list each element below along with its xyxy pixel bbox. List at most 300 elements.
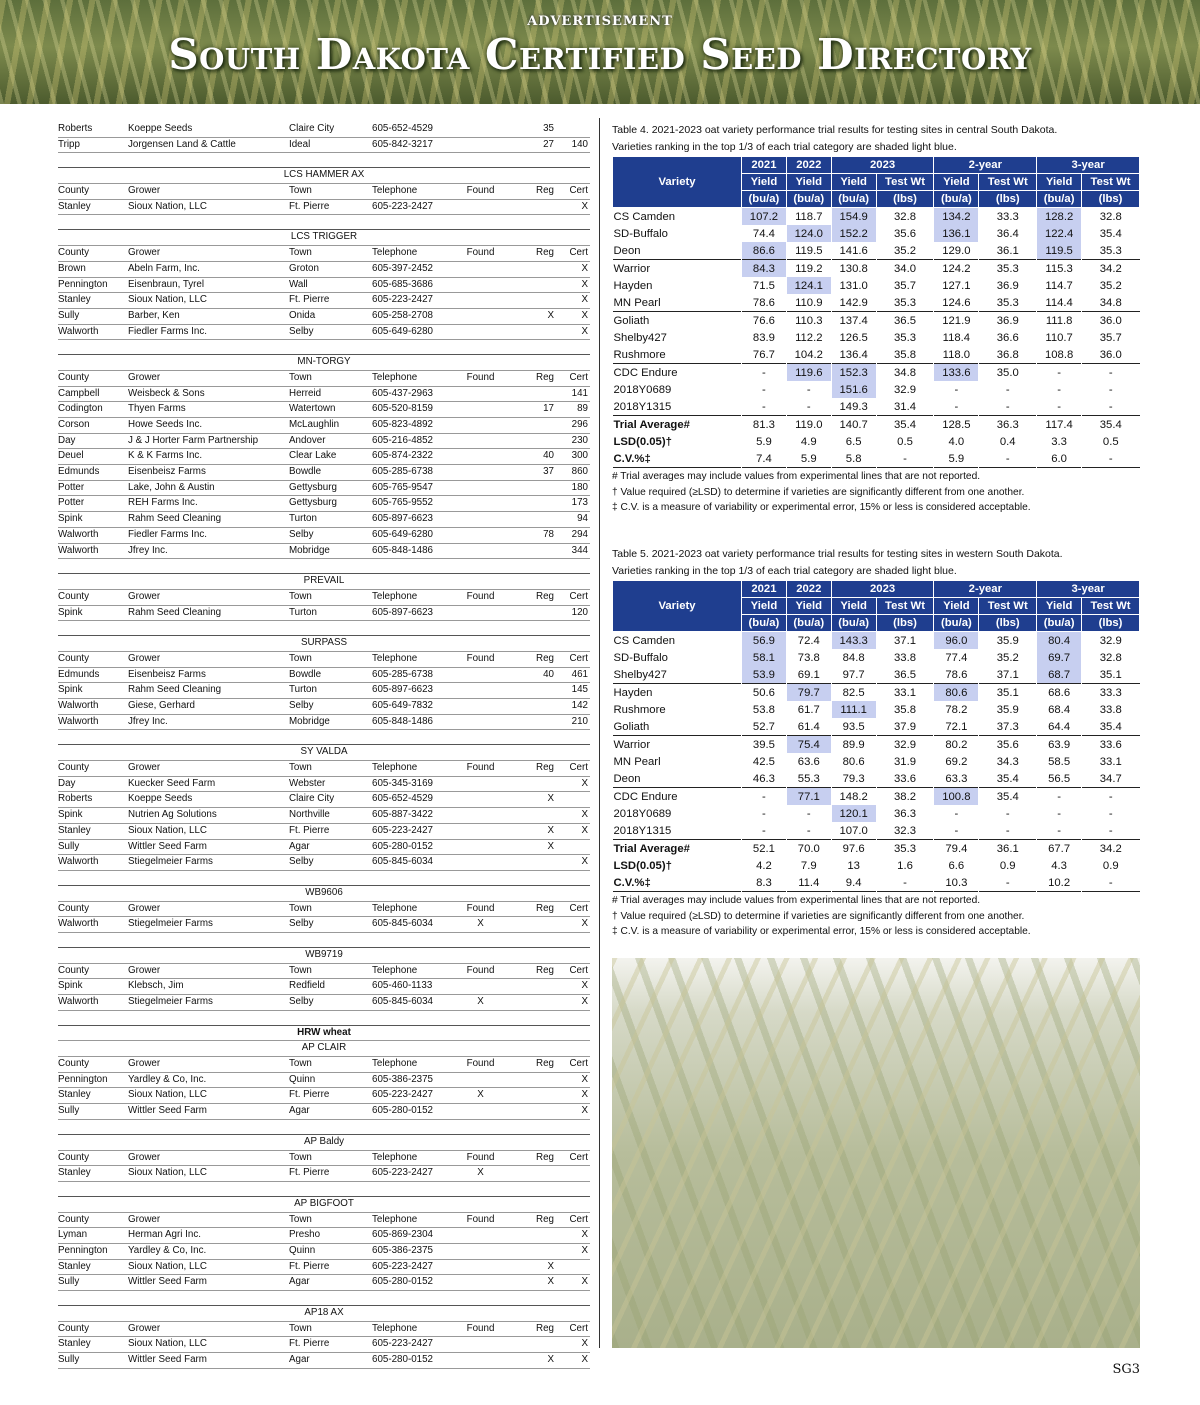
variety-heading: WB9606	[58, 886, 590, 902]
value-cell: -	[979, 450, 1037, 468]
value-cell: 35.2	[979, 649, 1037, 666]
value-cell: 126.5	[831, 329, 876, 346]
cell-town: Ft. Pierre	[289, 1089, 330, 1101]
header-grower: Grower	[128, 185, 161, 197]
value-cell: 58.5	[1037, 753, 1082, 770]
value-cell: 53.8	[742, 701, 787, 718]
value-cell: -	[934, 822, 979, 840]
cell-cert: X	[581, 309, 588, 321]
table-row	[58, 402, 590, 418]
yield-header: Yield	[1037, 174, 1082, 191]
variety-name: Goliath	[613, 312, 742, 330]
footnote: # Trial averages may include values from experimental lines that are not reported.	[612, 471, 981, 482]
cell-county: Corson	[58, 419, 90, 430]
table-row	[58, 824, 590, 840]
value-cell: 84.3	[742, 260, 787, 278]
value-cell: 35.4	[1082, 718, 1140, 736]
cell-telephone: 605-869-2304	[372, 1229, 434, 1241]
cell-grower: Giese, Gerhard	[128, 700, 195, 711]
header-found: Found	[466, 1058, 495, 1070]
header-reg: Reg	[536, 762, 554, 774]
table-row	[58, 792, 590, 808]
value-cell: 61.7	[786, 701, 831, 718]
table-row	[613, 822, 1140, 840]
table-row	[613, 736, 1140, 754]
value-cell: 7.9	[786, 857, 831, 874]
cell-county: Spink	[58, 513, 83, 525]
cell-grower: Fiedler Farms Inc.	[128, 528, 207, 540]
cell-telephone: 605-345-3169	[372, 777, 434, 789]
value-cell: 34.2	[1082, 260, 1140, 278]
cell-telephone: 605-258-2708	[372, 309, 434, 321]
crop-heading: HRW wheat	[58, 1026, 590, 1042]
value-cell: -	[1082, 788, 1140, 806]
value-cell: -	[1037, 364, 1082, 382]
value-cell: 36.0	[1082, 346, 1140, 364]
header-grower: Grower	[128, 902, 161, 914]
table-5-western-sd	[612, 546, 1140, 940]
value-cell: 80.6	[934, 684, 979, 702]
unit-lbs: (lbs)	[1082, 615, 1140, 632]
oat-trial-table	[612, 580, 1140, 892]
test-wt-header: Test Wt	[876, 598, 934, 615]
cell-town: Ideal	[289, 138, 311, 150]
value-cell: 33.6	[876, 770, 934, 788]
yield-header: Yield	[831, 174, 876, 191]
variety-name: LSD(0.05)†	[613, 435, 672, 448]
value-cell: 3.3	[1037, 433, 1082, 450]
variety-heading: SY VALDA	[58, 745, 590, 761]
table-row	[58, 449, 590, 465]
table-row	[613, 753, 1140, 770]
value-cell: 124.6	[934, 294, 979, 312]
value-cell: 32.8	[876, 208, 934, 226]
value-cell: 37.1	[979, 666, 1037, 684]
cell-telephone: 605-460-1133	[372, 980, 433, 992]
cell-county: Stanley	[58, 1338, 91, 1350]
cell-county: Day	[58, 777, 76, 789]
cell-county: Walworth	[58, 856, 99, 868]
value-cell: 53.9	[742, 666, 787, 684]
variety-heading: LCS HAMMER AX	[58, 168, 590, 184]
header-reg: Reg	[536, 1322, 554, 1334]
footnote: ‡ C.V. is a measure of variability or experimental error, 15% or less is considered acceptable.	[612, 926, 1031, 937]
table-row	[58, 293, 590, 309]
value-cell: -	[742, 398, 787, 416]
header-telephone: Telephone	[372, 1058, 418, 1070]
directory-title: South Dakota Certified Seed Directory	[168, 30, 1032, 79]
unit-bua: (bu/a)	[1037, 191, 1082, 208]
directory-section	[58, 122, 590, 153]
value-cell: -	[742, 822, 787, 840]
cell-telephone: 605-520-8159	[372, 403, 434, 415]
variety-heading: SURPASS	[58, 636, 590, 652]
value-cell: -	[742, 364, 787, 382]
cell-county: Spink	[58, 809, 83, 821]
value-cell: 81.3	[742, 416, 787, 434]
yield-header: Yield	[1037, 598, 1082, 615]
value-cell: 133.6	[934, 364, 979, 382]
value-cell: 6.0	[1037, 450, 1082, 468]
cell-telephone: 605-386-2375	[372, 1244, 434, 1256]
cell-reg: 35	[543, 123, 554, 134]
value-cell: 35.7	[1082, 329, 1140, 346]
cell-town: Ft. Pierre	[289, 1260, 330, 1272]
cell-telephone: 605-765-9547	[372, 481, 434, 493]
cell-grower: Sioux Nation, LLC	[128, 1089, 207, 1101]
value-cell: -	[742, 805, 787, 822]
value-cell: 80.2	[934, 736, 979, 754]
cell-cert: 210	[571, 715, 588, 727]
page-number: SG3	[1112, 1362, 1140, 1377]
header-town: Town	[289, 1151, 312, 1163]
header-reg: Reg	[536, 185, 554, 197]
yield-header: Yield	[786, 598, 831, 615]
table-row	[613, 632, 1140, 650]
value-cell: 63.3	[934, 770, 979, 788]
cell-town: Groton	[289, 262, 319, 274]
value-cell: 5.9	[934, 450, 979, 468]
test-wt-header: Test Wt	[1082, 174, 1140, 191]
variety-name: 2018Y0689	[613, 383, 672, 396]
cell-county: Walworth	[58, 528, 99, 540]
value-cell: 37.1	[876, 632, 934, 650]
test-wt-header: Test Wt	[979, 598, 1037, 615]
header-grower: Grower	[128, 247, 161, 259]
test-wt-header: Test Wt	[876, 174, 934, 191]
value-cell: 86.6	[742, 242, 787, 260]
variety-name: CS Camden	[613, 632, 742, 650]
cell-town: Selby	[289, 918, 314, 930]
unit-lbs: (lbs)	[876, 615, 934, 632]
cell-found: X	[477, 1167, 484, 1179]
cell-reg: 27	[543, 138, 554, 150]
value-cell: 36.9	[979, 277, 1037, 294]
cell-telephone: 605-897-6623	[372, 513, 434, 525]
header-reg: Reg	[536, 371, 554, 383]
cell-cert: X	[581, 1354, 588, 1366]
table-row	[613, 666, 1140, 684]
value-cell: 149.3	[831, 398, 876, 416]
cell-town: Webster	[289, 777, 326, 789]
variety-header: Variety	[613, 157, 742, 208]
table-row	[58, 1260, 590, 1276]
cell-cert: 141	[571, 387, 588, 399]
cell-grower: Rahm Seed Cleaning	[128, 684, 222, 696]
value-cell: 137.4	[831, 312, 876, 330]
cell-county: Pennington	[58, 1244, 108, 1256]
year-header: 2021	[742, 581, 787, 598]
cell-grower: Wittler Seed Farm	[128, 1354, 207, 1366]
table-row	[613, 433, 1140, 450]
value-cell: 33.6	[1082, 736, 1140, 754]
table-row	[58, 481, 590, 497]
cell-grower: Lake, John & Austin	[128, 481, 215, 493]
value-cell: 124.2	[934, 260, 979, 278]
value-cell: 34.2	[1082, 840, 1140, 858]
value-cell: 35.8	[876, 346, 934, 364]
value-cell: 31.4	[876, 398, 934, 416]
table-notes	[612, 893, 1140, 940]
value-cell: 73.8	[786, 649, 831, 666]
cell-telephone: 605-848-1486	[372, 544, 434, 556]
cell-town: Gettysburg	[289, 497, 337, 509]
value-cell: 79.3	[831, 770, 876, 788]
value-cell: 68.4	[1037, 701, 1082, 718]
header-county: County	[58, 371, 90, 383]
header-found: Found	[466, 1322, 495, 1334]
table-row	[613, 874, 1140, 892]
value-cell: 71.5	[742, 277, 787, 294]
value-cell: -	[1082, 822, 1140, 840]
value-cell: 69.7	[1037, 649, 1082, 666]
table-row	[58, 544, 590, 560]
unit-bua: (bu/a)	[831, 191, 876, 208]
header-grower: Grower	[128, 652, 161, 664]
cell-town: Wall	[289, 278, 308, 290]
value-cell: 35.0	[979, 364, 1037, 382]
header-telephone: Telephone	[372, 902, 418, 914]
cell-reg: 40	[543, 450, 554, 462]
value-cell: 104.2	[786, 346, 831, 364]
cell-reg: X	[547, 1260, 554, 1272]
cell-cert: X	[581, 1338, 588, 1350]
value-cell: 35.4	[979, 770, 1037, 788]
value-cell: 32.8	[1082, 208, 1140, 226]
cell-cert: X	[581, 1073, 588, 1085]
table-caption: Table 5. 2021-2023 oat variety performance trial results for testing sites in western South Dakota.	[612, 548, 1063, 560]
value-cell: -	[979, 381, 1037, 398]
table-row	[613, 718, 1140, 736]
cell-cert: 230	[571, 434, 588, 446]
value-cell: 34.3	[979, 753, 1037, 770]
value-cell: 36.9	[979, 312, 1037, 330]
header-grower: Grower	[128, 1058, 161, 1070]
cell-telephone: 605-848-1486	[372, 715, 434, 727]
table-row	[58, 278, 590, 294]
cell-cert: X	[581, 1276, 588, 1288]
cell-telephone: 605-223-2427	[372, 1260, 434, 1272]
cell-telephone: 605-223-2427	[372, 200, 434, 212]
cell-county: Walworth	[58, 325, 99, 337]
cell-cert: X	[581, 824, 588, 836]
value-cell: 114.7	[1037, 277, 1082, 294]
cell-town: Mobridge	[289, 715, 330, 727]
value-cell: 69.2	[934, 753, 979, 770]
cell-county: Lyman	[58, 1229, 88, 1241]
value-cell: 11.4	[786, 874, 831, 892]
cell-cert: X	[581, 325, 588, 337]
cell-county: Stanley	[58, 824, 91, 836]
cell-county: Pennington	[58, 278, 108, 290]
header-telephone: Telephone	[372, 964, 418, 976]
column-header-row	[58, 184, 590, 200]
value-cell: 4.0	[934, 433, 979, 450]
value-cell: 114.4	[1037, 294, 1082, 312]
test-wt-header: Test Wt	[979, 174, 1037, 191]
cell-county: Spink	[58, 980, 83, 992]
cell-cert: X	[581, 809, 588, 821]
yield-header: Yield	[742, 598, 787, 615]
value-cell: -	[786, 398, 831, 416]
value-cell: 35.7	[876, 277, 934, 294]
table-row	[58, 1244, 590, 1260]
variety-name: SD-Buffalo	[613, 651, 668, 664]
cell-town: Ft. Pierre	[289, 824, 330, 836]
value-cell: 35.1	[1082, 666, 1140, 684]
unit-lbs: (lbs)	[876, 191, 934, 208]
value-cell: 117.4	[1037, 416, 1082, 434]
footnote: # Trial averages may include values from experimental lines that are not reported.	[612, 895, 981, 906]
value-cell: 33.3	[979, 208, 1037, 226]
cell-cert: X	[581, 980, 588, 992]
cell-reg: X	[547, 824, 554, 836]
value-cell: 35.6	[876, 225, 934, 242]
header-county: County	[58, 1151, 90, 1163]
value-cell: 36.5	[876, 312, 934, 330]
header-cert: Cert	[569, 371, 588, 383]
header-grower: Grower	[128, 590, 161, 602]
table-row	[58, 1275, 590, 1291]
table-row	[613, 277, 1140, 294]
cell-telephone: 605-649-6280	[372, 528, 434, 540]
value-cell: 119.6	[786, 364, 831, 382]
unit-lbs: (lbs)	[1082, 191, 1140, 208]
cell-town: Agar	[289, 840, 310, 852]
table-notes	[612, 469, 1140, 516]
table-row	[613, 416, 1140, 434]
header-town: Town	[289, 652, 312, 664]
cell-town: Agar	[289, 1105, 310, 1117]
cell-found: X	[477, 918, 484, 930]
header-found: Found	[466, 964, 495, 976]
value-cell: 35.2	[1082, 277, 1140, 294]
header-telephone: Telephone	[372, 185, 418, 197]
cell-town: Quinn	[289, 1073, 316, 1085]
value-cell: -	[742, 788, 787, 806]
cell-county: Sully	[58, 1105, 80, 1117]
value-cell: -	[979, 822, 1037, 840]
cell-telephone: 605-897-6623	[372, 684, 434, 696]
value-cell: -	[786, 381, 831, 398]
value-cell: 36.3	[979, 416, 1037, 434]
value-cell: 36.6	[979, 329, 1037, 346]
value-cell: 119.2	[786, 260, 831, 278]
cell-telephone: 605-397-2452	[372, 262, 434, 274]
cell-county: Roberts	[58, 123, 93, 134]
table-row	[58, 309, 590, 325]
value-cell: 76.6	[742, 312, 787, 330]
header-town: Town	[289, 185, 312, 197]
header-telephone: Telephone	[372, 1151, 418, 1163]
value-cell: 8.3	[742, 874, 787, 892]
cell-telephone: 605-887-3422	[372, 809, 434, 821]
cell-grower: REH Farms Inc.	[128, 497, 198, 509]
cell-grower: Eisenbeisz Farms	[128, 668, 206, 680]
value-cell: 143.3	[831, 632, 876, 650]
value-cell: 69.1	[786, 666, 831, 684]
value-cell: 35.6	[979, 736, 1037, 754]
value-cell: 119.5	[1037, 242, 1082, 260]
value-cell: 34.7	[1082, 770, 1140, 788]
value-cell: 84.8	[831, 649, 876, 666]
unit-bua: (bu/a)	[786, 191, 831, 208]
directory-section	[58, 167, 590, 215]
table-row	[58, 1228, 590, 1244]
value-cell: 33.1	[876, 684, 934, 702]
value-cell: 0.9	[979, 857, 1037, 874]
unit-lbs: (lbs)	[979, 615, 1037, 632]
footnote: ‡ C.V. is a measure of variability or experimental error, 15% or less is considered acceptable.	[612, 502, 1031, 513]
table-row	[613, 857, 1140, 874]
year-header: 2023	[831, 581, 934, 598]
table-subcaption: Varieties ranking in the top 1/3 of each trial category are shaded light blue.	[612, 141, 957, 153]
cell-telephone: 605-845-6034	[372, 996, 434, 1007]
value-cell: 0.5	[1082, 433, 1140, 450]
cell-county: Potter	[58, 481, 85, 493]
table-row	[613, 381, 1140, 398]
value-cell: 35.3	[876, 329, 934, 346]
cell-grower: Klebsch, Jim	[128, 980, 184, 992]
value-cell: 63.6	[786, 753, 831, 770]
directory-section	[58, 1305, 590, 1369]
cell-town: Ft. Pierre	[289, 200, 330, 212]
cell-town: Gettysburg	[289, 481, 337, 493]
header-found: Found	[466, 762, 495, 774]
cell-county: Stanley	[58, 1167, 91, 1179]
cell-telephone: 605-437-2963	[372, 387, 434, 399]
value-cell: 33.8	[876, 649, 934, 666]
table-row	[58, 606, 590, 622]
value-cell: 36.8	[979, 346, 1037, 364]
value-cell: 36.3	[876, 805, 934, 822]
table-row	[613, 805, 1140, 822]
value-cell: 111.8	[1037, 312, 1082, 330]
table-row	[613, 225, 1140, 242]
value-cell: 58.1	[742, 649, 787, 666]
year-header: 2022	[786, 157, 831, 174]
cell-town: Onida	[289, 309, 316, 321]
unit-bua: (bu/a)	[934, 615, 979, 632]
value-cell: 118.7	[786, 208, 831, 226]
value-cell: 78.6	[742, 294, 787, 312]
directory-section	[58, 1134, 590, 1182]
table-row	[58, 262, 590, 278]
cell-county: Spink	[58, 684, 83, 696]
value-cell: 4.2	[742, 857, 787, 874]
value-cell: 52.7	[742, 718, 787, 736]
cell-grower: Stiegelmeier Farms	[128, 918, 213, 930]
value-cell: 72.1	[934, 718, 979, 736]
header-telephone: Telephone	[372, 1213, 418, 1225]
value-cell: 118.0	[934, 346, 979, 364]
value-cell: 5.9	[742, 433, 787, 450]
value-cell: 76.7	[742, 346, 787, 364]
value-cell: 142.9	[831, 294, 876, 312]
year-header: 3-year	[1037, 157, 1140, 174]
header-found: Found	[466, 902, 495, 914]
cell-grower: Rahm Seed Cleaning	[128, 513, 222, 525]
value-cell: 34.8	[1082, 294, 1140, 312]
header-town: Town	[289, 1058, 312, 1070]
cell-grower: Yardley & Co, Inc.	[128, 1244, 207, 1256]
cell-telephone: 605-280-0152	[372, 840, 434, 852]
cell-reg: X	[547, 1354, 554, 1366]
value-cell: -	[934, 398, 979, 416]
value-cell: 107.2	[742, 208, 787, 226]
table-row	[58, 200, 590, 216]
value-cell: 121.9	[934, 312, 979, 330]
